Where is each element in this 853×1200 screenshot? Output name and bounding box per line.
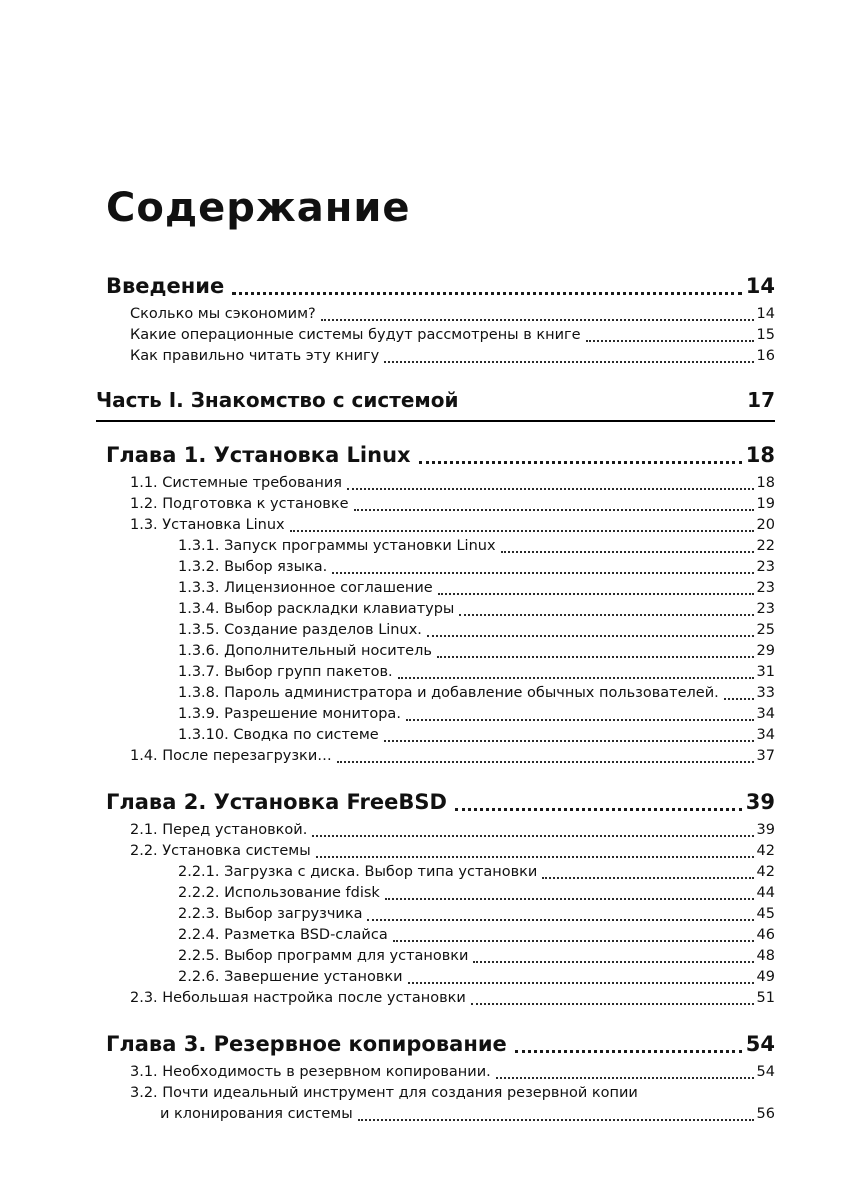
- entry-page: 23: [756, 580, 775, 596]
- dot-leader: [427, 635, 754, 637]
- entry-page: 22: [756, 538, 775, 554]
- entry-label: Как правильно читать эту книгу: [130, 348, 380, 364]
- entry-label: 1.3.4. Выбор раскладки клавиатуры: [178, 601, 455, 617]
- dot-leader: [358, 1119, 754, 1121]
- toc-entry: [106, 304, 775, 325]
- entry-page: 51: [756, 990, 775, 1006]
- toc-entry: [106, 1062, 775, 1083]
- toc-part-heading: [96, 387, 775, 422]
- toc-entry: [106, 1083, 775, 1104]
- dot-leader: [496, 1077, 754, 1079]
- entry-label: 3.2. Почти идеальный инструмент для создания резервной копии: [130, 1085, 638, 1101]
- dot-leader: [471, 1003, 754, 1005]
- chapter-title: Глава 2. Установка FreeBSD: [106, 790, 447, 814]
- dot-leader: [347, 488, 754, 490]
- entry-label: 1.3. Установка Linux: [130, 517, 285, 533]
- chapter-title: Введение: [106, 274, 225, 298]
- toc-entry: [106, 904, 775, 925]
- entry-page: 15: [756, 327, 775, 343]
- chapter-heading: [106, 271, 775, 301]
- entry-label: 2.2.6. Завершение установки: [178, 969, 403, 985]
- entry-label: 1.3.2. Выбор языка.: [178, 559, 328, 575]
- entry-page: 42: [756, 864, 775, 880]
- toc-chapter: [106, 1029, 775, 1125]
- toc-entry: [106, 704, 775, 725]
- toc-entry: [106, 620, 775, 641]
- entry-page: 14: [756, 306, 775, 322]
- entry-label: Сколько мы сэкономим?: [130, 306, 316, 322]
- entry-label: 1.3.5. Создание разделов Linux.: [178, 622, 422, 638]
- dot-leader: [586, 340, 754, 342]
- chapter-page: 54: [745, 1032, 775, 1056]
- toc-chapter: [106, 271, 775, 367]
- entry-page: 19: [756, 496, 775, 512]
- entry-label: 2.2.4. Разметка BSD-слайса: [178, 927, 388, 943]
- dot-leader: [367, 919, 753, 921]
- entry-page: 42: [756, 843, 775, 859]
- toc-chapter: [106, 787, 775, 1009]
- toc-entry: [106, 578, 775, 599]
- entry-label: 1.4. После перезагрузки…: [130, 748, 332, 764]
- entry-page: 31: [756, 664, 775, 680]
- entry-page: 16: [756, 348, 775, 364]
- entry-label: 1.3.7. Выбор групп пакетов.: [178, 664, 393, 680]
- entry-page: 49: [756, 969, 775, 985]
- entry-label: 1.3.1. Запуск программы установки Linux: [178, 538, 496, 554]
- dot-leader: [384, 740, 754, 742]
- toc-entry: [106, 662, 775, 683]
- dot-leader: [398, 677, 754, 679]
- toc-entry: [106, 988, 775, 1009]
- toc-entry: [106, 946, 775, 967]
- entry-label: 1.3.6. Дополнительный носитель: [178, 643, 432, 659]
- toc-entry: [106, 599, 775, 620]
- dot-leader: [515, 1050, 742, 1053]
- toc-entry: [106, 346, 775, 367]
- chapter-heading: [106, 1029, 775, 1059]
- toc-entry: [106, 820, 775, 841]
- entry-label: 1.3.3. Лицензионное соглашение: [178, 580, 433, 596]
- entry-page: 23: [756, 559, 775, 575]
- chapter-page: 14: [745, 274, 775, 298]
- toc-entry: [106, 683, 775, 704]
- toc-entry: [106, 841, 775, 862]
- entry-label: 2.2.2. Использование fdisk: [178, 885, 380, 901]
- entry-page: 33: [756, 685, 775, 701]
- dot-leader: [385, 898, 754, 900]
- dot-leader: [724, 698, 754, 700]
- entry-label: 2.2.3. Выбор загрузчика: [178, 906, 363, 922]
- dot-leader: [312, 835, 753, 837]
- toc-entry: [106, 473, 775, 494]
- entry-page: 56: [756, 1106, 775, 1122]
- chapter-page: 18: [745, 443, 775, 467]
- chapter-title: Глава 3. Резервное копирование: [106, 1032, 507, 1056]
- toc-entry: [106, 494, 775, 515]
- dot-leader: [501, 551, 754, 553]
- entry-label: 1.3.10. Сводка по системе: [178, 727, 379, 743]
- entry-label: 2.2.5. Выбор программ для установки: [178, 948, 469, 964]
- entry-page: 23: [756, 601, 775, 617]
- toc-list: [96, 271, 775, 1125]
- toc-entry: [106, 641, 775, 662]
- toc-entry: [106, 515, 775, 536]
- entry-page: 18: [756, 475, 775, 491]
- chapter-heading: [106, 787, 775, 817]
- dot-leader: [321, 319, 754, 321]
- dot-leader: [455, 808, 742, 811]
- entry-label: 1.2. Подготовка к установке: [130, 496, 349, 512]
- dot-leader: [473, 961, 753, 963]
- entry-label: 2.2.1. Загрузка с диска. Выбор типа установки: [178, 864, 538, 880]
- dot-leader: [290, 530, 754, 532]
- toc-entry: [106, 925, 775, 946]
- dot-leader: [406, 719, 754, 721]
- page-title: Содержание: [106, 185, 411, 231]
- entry-page: 46: [756, 927, 775, 943]
- entry-page: 54: [756, 1064, 775, 1080]
- toc-entry: [106, 725, 775, 746]
- dot-leader: [459, 614, 753, 616]
- toc-entry: [106, 746, 775, 767]
- entry-page: 34: [756, 706, 775, 722]
- dot-leader: [337, 761, 754, 763]
- toc-entry: [106, 967, 775, 988]
- dot-leader: [437, 656, 754, 658]
- entry-label: 1.3.8. Пароль администратора и добавление обычных пользователей.: [178, 685, 719, 701]
- part-title: Часть I. Знакомство с системой: [96, 388, 459, 412]
- toc-entry: [106, 883, 775, 904]
- entry-label: 1.1. Системные требования: [130, 475, 343, 491]
- toc-entry: [106, 557, 775, 578]
- entry-label: Какие операционные системы будут рассмотрены в книге: [130, 327, 581, 343]
- entry-page: 37: [756, 748, 775, 764]
- toc-chapter: [106, 440, 775, 767]
- entry-label: 2.3. Небольшая настройка после установки: [130, 990, 466, 1006]
- entry-label: 3.1. Необходимость в резервном копировании.: [130, 1064, 491, 1080]
- entry-label: и клонирования системы: [160, 1106, 353, 1122]
- dot-leader: [316, 856, 754, 858]
- toc-entry: [106, 325, 775, 346]
- entry-page: 20: [756, 517, 775, 533]
- chapter-title: Глава 1. Установка Linux: [106, 443, 411, 467]
- toc-entry: [106, 862, 775, 883]
- entry-page: 45: [756, 906, 775, 922]
- dot-leader: [408, 982, 754, 984]
- dot-leader: [232, 292, 742, 295]
- table-of-contents: [96, 185, 775, 1145]
- entry-page: 39: [756, 822, 775, 838]
- dot-leader: [384, 361, 753, 363]
- entry-page: 34: [756, 727, 775, 743]
- dot-leader: [354, 509, 754, 511]
- part-page: 17: [747, 388, 775, 412]
- entry-page: 44: [756, 885, 775, 901]
- toc-entry-continuation: [106, 1104, 775, 1125]
- dot-leader: [438, 593, 754, 595]
- dot-leader: [542, 877, 753, 879]
- dot-leader: [419, 461, 742, 464]
- entry-page: 25: [756, 622, 775, 638]
- dot-leader: [393, 940, 754, 942]
- dot-leader: [332, 572, 753, 574]
- entry-page: 48: [756, 948, 775, 964]
- entry-label: 1.3.9. Разрешение монитора.: [178, 706, 401, 722]
- entry-page: 29: [756, 643, 775, 659]
- chapter-page: 39: [745, 790, 775, 814]
- entry-label: 2.2. Установка системы: [130, 843, 311, 859]
- toc-entry: [106, 536, 775, 557]
- entry-label: 2.1. Перед установкой.: [130, 822, 308, 838]
- chapter-heading: [106, 440, 775, 470]
